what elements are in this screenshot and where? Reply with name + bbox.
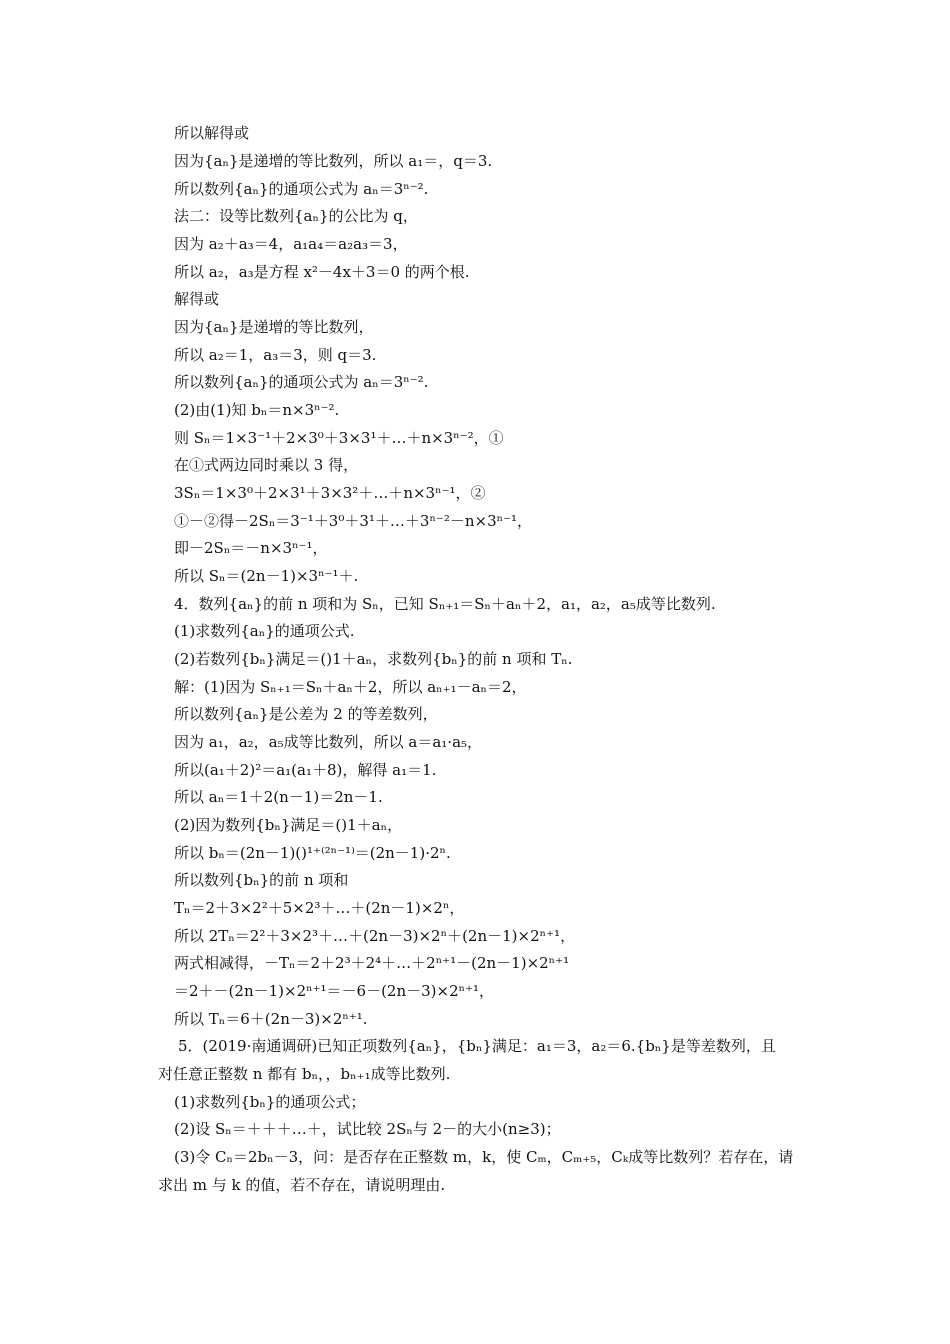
text-line: (2)因为数列{bₙ}满足＝()1＋aₙ， (174, 816, 403, 834)
text-line: 因为 a₂＋a₃＝4，a₁a₄＝a₂a₃＝3， (174, 235, 408, 253)
text-line: 所以 a₂，a₃是方程 x²－4x＋3＝0 的两个根. (174, 263, 470, 281)
text-line: (3)令 Cₙ＝2bₙ－3，问：是否存在正整数 m，k，使 Cₘ，Cₘ₊₅，Cₖ成等比数列？若存在，请 (174, 1148, 794, 1166)
text-line: 即－2Sₙ＝－n×3ⁿ⁻¹， (174, 539, 328, 557)
text-line: 所以 Tₙ＝6＋(2n－3)×2ⁿ⁺¹. (174, 1010, 368, 1028)
text-line: 所以 Sₙ＝(2n－1)×3ⁿ⁻¹＋. (174, 567, 359, 585)
text-line: 所以数列{aₙ}是公差为 2 的等差数列， (174, 705, 438, 723)
text-line: 所以数列{bₙ}的前 n 项和 (174, 871, 349, 889)
problem-4-statement: 4．数列{aₙ}的前 n 项和为 Sₙ，已知 Sₙ₊₁＝Sₙ＋aₙ＋2，a₁，a₂，a₅成等比数列. (174, 595, 716, 613)
text-line: 所以解得或 (174, 124, 250, 142)
text-line: 所以数列{aₙ}的通项公式为 aₙ＝3ⁿ⁻². (174, 373, 429, 391)
text-line: ①－②得－2Sₙ＝3⁻¹＋3⁰＋3¹＋…＋3ⁿ⁻²－n×3ⁿ⁻¹， (174, 512, 533, 530)
text-line: Tₙ＝2＋3×2²＋5×2³＋…＋(2n－1)×2ⁿ， (174, 899, 465, 917)
text-line: 解：(1)因为 Sₙ₊₁＝Sₙ＋aₙ＋2，所以 aₙ₊₁－aₙ＝2， (174, 678, 527, 696)
text-line: (2)若数列{bₙ}满足＝()1＋aₙ，求数列{bₙ}的前 n 项和 Tₙ. (174, 650, 573, 668)
text-line: ＝2＋－(2n－1)×2ⁿ⁺¹＝－6－(2n－3)×2ⁿ⁺¹， (174, 982, 495, 1000)
text-line: 所以 a₂＝1，a₃＝3，则 q＝3. (174, 346, 377, 364)
text-line: 所以 bₙ＝(2n－1)()¹⁺⁽²ⁿ⁻¹⁾＝(2n－1)·2ⁿ. (174, 844, 451, 862)
text-line: 所以数列{aₙ}的通项公式为 aₙ＝3ⁿ⁻². (174, 180, 429, 198)
text-line: 对任意正整数 n 都有 bₙ，，bₙ₊₁成等比数列. (158, 1065, 451, 1083)
text-line: (1)求数列{aₙ}的通项公式. (174, 622, 355, 640)
text-line: 因为{aₙ}是递增的等比数列， (174, 318, 374, 336)
text-line: 所以 2Tₙ＝2²＋3×2³＋…＋(2n－3)×2ⁿ＋(2n－1)×2ⁿ⁺¹， (174, 927, 576, 945)
text-line: 在①式两边同时乘以 3 得， (174, 456, 359, 474)
text-line: (2)由(1)知 bₙ＝n×3ⁿ⁻². (174, 401, 340, 419)
text-line: 所以(a₁＋2)²＝a₁(a₁＋8)，解得 a₁＝1. (174, 761, 437, 779)
text-line: 则 Sₙ＝1×3⁻¹＋2×3⁰＋3×3¹＋…＋n×3ⁿ⁻²，① (174, 429, 504, 447)
text-line: 3Sₙ＝1×3⁰＋2×3¹＋3×3²＋…＋n×3ⁿ⁻¹，② (174, 484, 486, 502)
text-line: (1)求数列{bₙ}的通项公式； (174, 1093, 366, 1111)
text-line: 求出 m 与 k 的值，若不存在，请说明理由. (158, 1176, 446, 1194)
text-line: 所以 aₙ＝1＋2(n－1)＝2n－1. (174, 788, 383, 806)
text-line: 因为 a₁，a₂，a₅成等比数列，所以 a＝a₁·a₅， (174, 733, 483, 751)
text-line: 因为{aₙ}是递增的等比数列，所以 a₁＝，q＝3. (174, 152, 493, 170)
text-line: (2)设 Sₙ＝＋＋＋…＋，试比较 2Sₙ与 2－的大小(n≥3)； (174, 1120, 561, 1138)
problem-5-statement: 5．(2019·南通调研)已知正项数列{aₙ}，{bₙ}满足：a₁＝3，a₂＝6.{bₙ}是等差数列，且 (178, 1037, 776, 1055)
text-line: 法二：设等比数列{aₙ}的公比为 q， (174, 207, 418, 225)
text-line: 解得或 (174, 290, 220, 308)
text-line: 两式相减得，－Tₙ＝2＋2³＋2⁴＋…＋2ⁿ⁺¹－(2n－1)×2ⁿ⁺¹ (174, 954, 570, 972)
